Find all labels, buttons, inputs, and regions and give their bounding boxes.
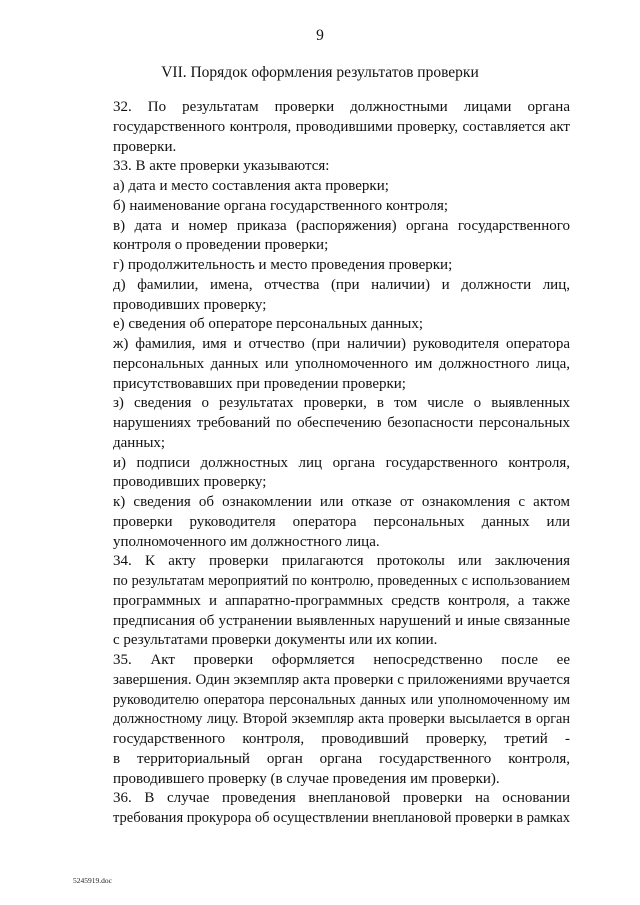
text-line: з) сведения о результатах проверки, в том числе о выявленных	[113, 395, 570, 412]
paragraph	[73, 315, 570, 335]
text-line: проводивших проверку;	[113, 296, 267, 313]
paragraph	[73, 789, 570, 829]
document-body	[73, 98, 570, 829]
text-line: должностному лицу. Второй экземпляр акта проверки высылается в орган	[113, 711, 570, 728]
text-line: присутствовавших при проведении проверки;	[113, 375, 406, 392]
paragraph	[73, 552, 570, 651]
text-line: 35. Акт проверки оформляется непосредственно после ее	[113, 652, 570, 668]
text-line: к) сведения об ознакомлении или отказе от ознакомления с актом	[113, 494, 570, 510]
text-line: г) продолжительность и место проведения проверки;	[113, 257, 453, 273]
text-line: 33. В акте проверки указываются:	[113, 158, 330, 175]
text-line: требования прокурора об осуществлении внеплановой проверки в рамках	[113, 810, 571, 826]
section-heading: VII. Порядок оформления результатов проверки	[161, 64, 479, 81]
text-line: завершения. Один экземпляр акта проверки с приложениями вручается	[113, 671, 570, 688]
text-line: по результатам мероприятий по контролю, проведенных с использованием	[113, 573, 570, 589]
text-line: руководителю оператора персональных данных или уполномоченному им	[113, 691, 570, 708]
paragraph	[73, 493, 570, 552]
text-line: ж) фамилия, имя и отчество (при наличии) руководителя оператора	[113, 336, 570, 352]
text-line: проводившего проверку (в случае проведения им проверки).	[113, 770, 500, 787]
text-line: с результатами проверки документы или их копии.	[113, 632, 438, 649]
text-line: а) дата и место составления акта проверки;	[113, 178, 389, 194]
page-number: 9	[316, 27, 324, 44]
text-line: в территориальный орган органа государственного контроля,	[113, 750, 570, 767]
text-line: программных и аппаратно-программных средств контроля, а также	[113, 592, 570, 609]
text-line: уполномоченного им должностного лица.	[113, 533, 380, 550]
text-line: нарушениях требований по обеспечению безопасности персональных	[113, 415, 570, 431]
paragraph	[73, 394, 570, 453]
paragraph	[73, 651, 570, 789]
paragraph	[73, 98, 570, 157]
paragraph	[73, 335, 570, 394]
text-line: в) дата и номер приказа (распоряжения) органа государственного	[113, 217, 570, 234]
paragraph	[73, 217, 570, 257]
text-line: проверки руководителя оператора персональных данных или	[113, 513, 570, 530]
text-line: д) фамилии, имена, отчества (при наличии) и должности лиц,	[113, 276, 570, 293]
text-line: контроля о проведении проверки;	[113, 237, 329, 254]
file-name-footer: 5245919.doc	[73, 876, 112, 885]
text-line: государственного контроля, проводивший проверку, третий -	[113, 731, 570, 747]
text-line: б) наименование органа государственного контроля;	[113, 197, 449, 214]
text-line: проводивших проверку;	[113, 474, 267, 491]
paragraph	[73, 197, 570, 217]
text-line: данных;	[113, 434, 166, 451]
text-line: 34. К акту проверки прилагаются протоколы или заключения	[113, 553, 570, 570]
text-line: и) подписи должностных лиц органа государственного контроля,	[113, 454, 570, 471]
text-line: государственного контроля, проводившими проверку, составляется акт	[113, 118, 570, 135]
paragraph	[73, 157, 570, 177]
paragraph	[73, 454, 570, 494]
text-line: е) сведения об операторе персональных данных;	[113, 316, 424, 333]
paragraph	[73, 256, 570, 276]
paragraph	[73, 177, 570, 197]
text-line: 32. По результатам проверки должностными лицами органа	[113, 99, 570, 115]
text-line: 36. В случае проведения внеплановой проверки на основании	[113, 790, 570, 807]
text-line: предписания об устранении выявленных нарушений и иные связанные	[113, 612, 570, 629]
paragraph	[73, 276, 570, 316]
text-line: персональных данных или уполномоченного им должностного лица,	[113, 355, 570, 372]
text-line: проверки.	[113, 138, 177, 155]
